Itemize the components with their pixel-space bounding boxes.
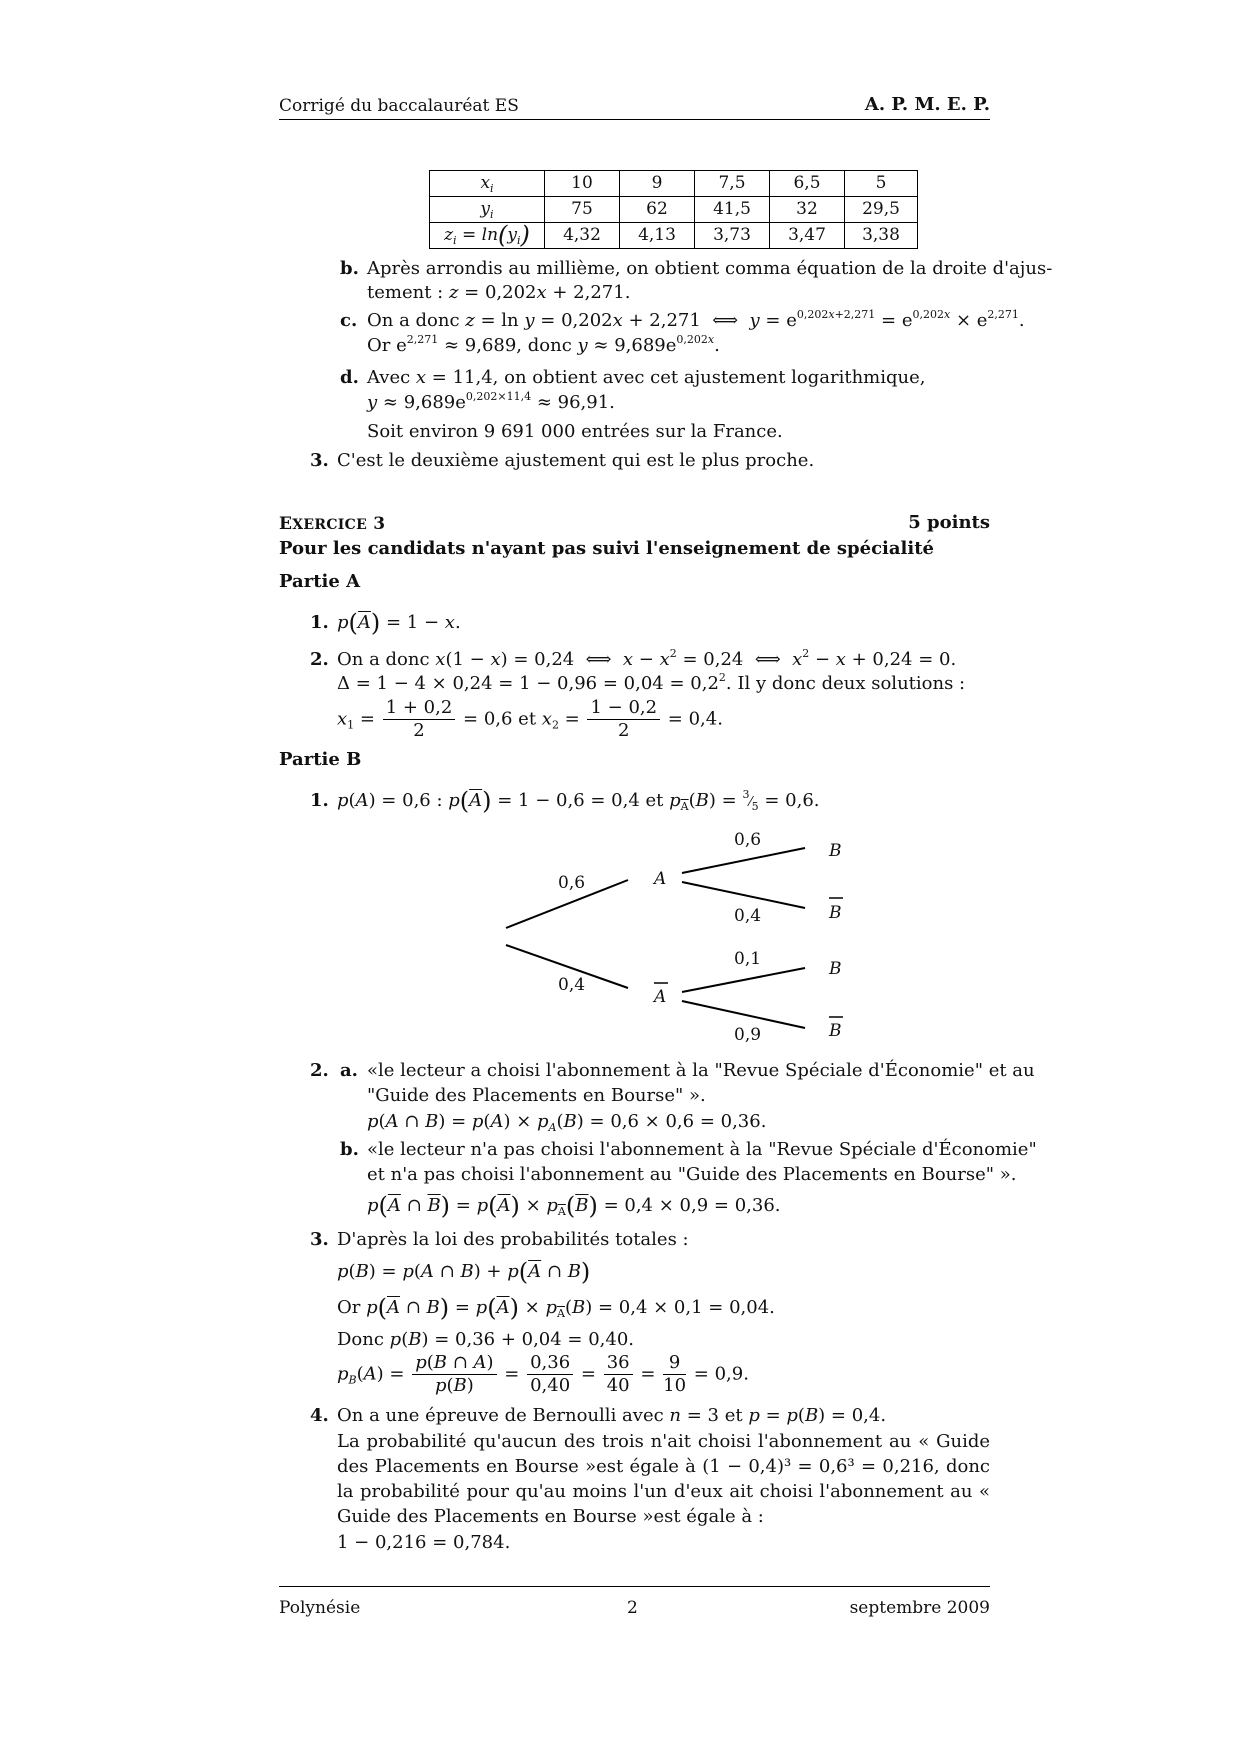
item-label: b. — [340, 1139, 359, 1160]
item-label: 2. — [310, 649, 329, 670]
table-row — [430, 223, 918, 249]
table-cell: 5 — [845, 171, 918, 197]
label-p-notb-given-a: 0,4 — [734, 906, 762, 926]
table-cell: 3,73 — [695, 223, 770, 249]
text-line: Donc p(B) = 0,36 + 0,04 = 0,40. — [337, 1329, 635, 1350]
part-a-heading: Partie A — [279, 571, 361, 592]
label-p-b-given-a: 0,6 — [734, 830, 762, 850]
text-line: $\Delta = 1 - 4 \times 0,24 = 1 - 0,96 = 0,04 = 0,2^2$. Il y donc deux solutions : — [337, 671, 966, 694]
label-p-a: 0,6 — [558, 873, 586, 893]
exercise-title: EXERCICE 3 — [279, 514, 386, 534]
text-line: $p(\overline{A}) = 1 - x$. — [337, 609, 461, 637]
table-cell: 32 — [770, 197, 845, 223]
branch-a-b — [682, 848, 805, 873]
header-title: Corrigé du baccalauréat ES — [279, 96, 519, 116]
table-row — [430, 171, 918, 197]
text-line: p(B) = p(A ∩ $B) + p(\overline{A}$ ∩ B) — [337, 1258, 591, 1286]
text-line: Or $p(\overline{A}$ ∩ $B) = p(\overline{A}) \times p_{\overline{A}}(B) = 0,4 \times 0,1 = 0,04$. — [337, 1294, 775, 1322]
data-table — [429, 170, 918, 249]
text-line: On a donc x(1 − x) = 0,24 ⟺ $x - x^2 = 0,24$ ⟺ $x^2 - x + 0,24 = 0$. — [337, 647, 957, 670]
table-cell: 3,38 — [845, 223, 918, 249]
text-line: $y \approx 9,689e^{0,202\times 11,4} \approx 96,91$. — [367, 390, 615, 413]
table-cell: 62 — [620, 197, 695, 223]
row-label-x: $x_i$ — [430, 171, 545, 197]
table-cell: 7,5 — [695, 171, 770, 197]
item-label: b. — [340, 258, 359, 279]
label-p-not-a: 0,4 — [558, 975, 586, 995]
text-line: «le lecteur a choisi l'abonnement à la "Revue Spéciale d'Économie" et au — [367, 1060, 1035, 1081]
table-cell: 3,47 — [770, 223, 845, 249]
item-label: 1. — [310, 790, 329, 811]
item-label: c. — [340, 310, 358, 331]
text-line: $p(\overline{A}$ ∩ $\overline{B}) = p(\overline{A}) \times p_{\overline{A}}(\overline{B}) = 0,4 \times 0,9 = 0,36$. — [367, 1192, 781, 1220]
table-cell: 6,5 — [770, 171, 845, 197]
text-line: Or $e^{2,271} \approx 9,689$, donc $y \approx 9,689e^{0,202x}$. — [367, 333, 720, 356]
text-line: On a une épreuve de Bernoulli avec n = 3 et p = p(B) = 0,4. — [337, 1405, 887, 1426]
table-cell: 9 — [620, 171, 695, 197]
part-b-heading: Partie B — [279, 749, 362, 770]
text-line: "Guide des Placements en Bourse" ». — [367, 1085, 706, 1106]
text-line: et n'a pas choisi l'abonnement au "Guide des Placements en Bourse" ». — [367, 1164, 1017, 1185]
footer-date: septembre 2009 — [849, 1598, 990, 1618]
header-org: A. P. M. E. P. — [864, 94, 990, 115]
node-not-a: A — [654, 987, 667, 1007]
node-b: B — [829, 841, 842, 861]
node-a: A — [654, 869, 667, 889]
exercise-points: 5 points — [908, 512, 990, 533]
label-p-notb-given-nota: 0,9 — [734, 1025, 762, 1045]
table-cell: 10 — [545, 171, 620, 197]
text-line: D'après la loi des probabilités totales : — [337, 1229, 689, 1250]
footer-rule — [279, 1586, 990, 1587]
branch-a-not-b — [682, 882, 805, 908]
paragraph: La probabilité qu'aucun des trois n'ait choisi l'abonnement au « Guide des Placements en Bourse »est égale à (1 − 0,4)³ = 0,6³ = 0,216, donc la probabilité pour qu'au moins l'un d'eux ait choisi l'abonnement au « Guide des Placements en Bourse »est égale à : — [337, 1431, 990, 1527]
text-line: C'est le deuxième ajustement qui est le plus proche. — [337, 450, 815, 471]
table-cell: 4,13 — [620, 223, 695, 249]
item-label: d. — [340, 367, 359, 388]
text-line: 1 − 0,216 = 0,784. — [337, 1532, 511, 1553]
label-p-b-given-nota: 0,1 — [734, 949, 762, 969]
row-label-z: $z_i = \ln(y_i)$ — [430, 223, 545, 249]
probability-tree — [490, 820, 870, 1050]
table-cell: 4,32 — [545, 223, 620, 249]
node-not-b: B — [829, 903, 842, 923]
item-label: 3. — [310, 1229, 329, 1250]
header-rule — [279, 119, 990, 120]
branch-nota-not-b — [682, 1001, 805, 1028]
table-cell: 41,5 — [695, 197, 770, 223]
text-line: $p_B(A)$ = $\frac{p(B \cap A)}{p(B)}$ = $\frac{0,36}{0,40}$ = $\frac{36}{40}$ = $\frac{9}{10}$ = 0,9. — [337, 1352, 749, 1396]
table-row — [430, 197, 918, 223]
row-label-y: $y_i$ — [430, 197, 545, 223]
node-b: B — [829, 959, 842, 979]
item-label: 3. — [310, 450, 329, 471]
text-line: p(A) = 0,6 : $p(\overline{A}) = 1 - 0,6 = 0,4$ et $p_{\overline{A}}(B)$ = $^3⁄_5 = 0,6$. — [337, 787, 820, 815]
item-label: 2. — [310, 1060, 329, 1081]
text-line: Avec x = 11,4, on obtient avec cet ajustement logarithmique, — [367, 367, 926, 388]
text-line: p(A ∩ $B) = p(A) \times p_A(B) = 0,6 \times 0,6 = 0,36$. — [367, 1111, 767, 1134]
text-span: Il y donc deux solutions : — [737, 673, 966, 694]
item-label: 4. — [310, 1405, 329, 1426]
branch-nota-b — [682, 968, 805, 992]
page-number: 2 — [627, 1598, 638, 1618]
item-label: 1. — [310, 612, 329, 633]
item-label: a. — [340, 1060, 358, 1081]
text-line: tement : z = 0,202x + 2,271. — [367, 282, 631, 303]
exercise-subtitle: Pour les candidats n'ayant pas suivi l'enseignement de spécialité — [279, 538, 934, 559]
text-line: «le lecteur n'a pas choisi l'abonnement à la "Revue Spéciale d'Économie" — [367, 1139, 1037, 1160]
table-cell: 29,5 — [845, 197, 918, 223]
table-cell: 75 — [545, 197, 620, 223]
text-line: Soit environ 9 691 000 entrées sur la France. — [367, 421, 783, 442]
text-line: On a donc z = ln y = 0,202x + 2,271 ⟺ $y = e^{0,202x+2,271} = e^{0,202x} \times e^{2,271}$. — [367, 308, 1025, 331]
node-not-b: B — [829, 1021, 842, 1041]
text-line: Après arrondis au millième, on obtient comma équation de la droite d'ajus- — [367, 258, 1053, 279]
text-line: $x_1$ = $\frac{1 + 0,2}{2}$ = 0,6 et $x_2$ = $\frac{1 - 0,2}{2}$ = 0,4. — [337, 697, 723, 741]
footer-left: Polynésie — [279, 1598, 361, 1618]
